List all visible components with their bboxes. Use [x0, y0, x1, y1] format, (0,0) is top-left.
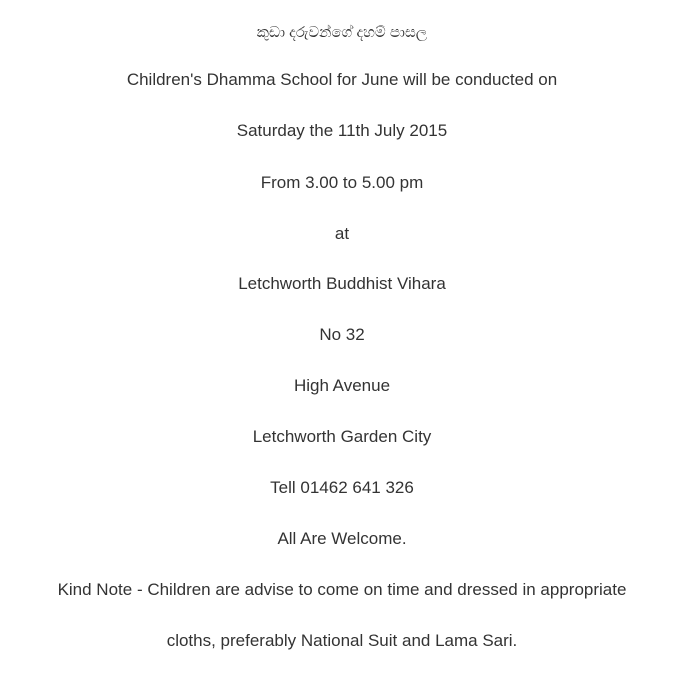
phone-line: Tell 01462 641 326: [270, 478, 414, 497]
address-number: No 32: [319, 325, 365, 344]
venue-name: Letchworth Buddhist Vihara: [238, 274, 446, 293]
address-street: High Avenue: [293, 376, 391, 395]
address-city: Letchworth Garden City: [252, 427, 432, 446]
sinhala-title: කුඩා දරුවන්ගේ දහම් පාසල: [256, 24, 428, 41]
announcement-line: Children's Dhamma School for June will be conducted on: [126, 70, 558, 89]
at-line: at: [334, 224, 350, 243]
kind-note-line-2: cloths, preferably National Suit and Lama Sari.: [166, 631, 518, 650]
time-line: From 3.00 to 5.00 pm: [260, 173, 424, 192]
kind-note-line-1: Kind Note - Children are advise to come on time and dressed in appropriate: [57, 580, 627, 599]
welcome-line: All Are Welcome.: [277, 529, 407, 548]
date-line: Saturday the 11th July 2015: [236, 121, 448, 140]
